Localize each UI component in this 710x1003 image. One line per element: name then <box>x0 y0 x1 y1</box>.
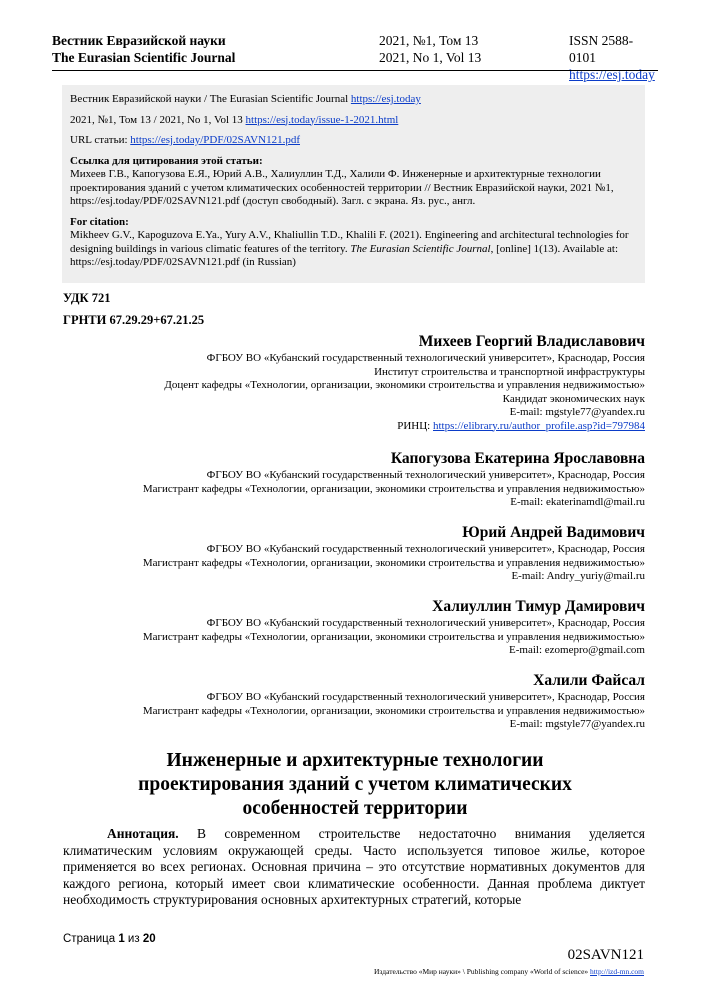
header-divider <box>52 70 658 71</box>
author-degree: Кандидат экономических наук <box>502 392 645 405</box>
author-name: Халиуллин Тимур Дамирович <box>432 598 645 615</box>
page-number: Страница 1 из 20 <box>63 933 156 945</box>
journal-header <box>52 32 658 82</box>
cite-issue-link[interactable]: https://esj.today/issue-1-2021.html <box>245 113 399 126</box>
cite-issue-line: 2021, №1, Том 13 / 2021, No 1, Vol 13 https://esj.today/issue-1-2021.html <box>70 113 399 126</box>
abstract-label: Аннотация. <box>107 826 179 841</box>
article-title: Инженерные и архитектурные технологии проектирования зданий с учетом климатических особенностей территории <box>138 750 572 819</box>
issue-en: 2021, No 1, Vol 13 <box>379 50 482 65</box>
author-block <box>45 671 645 732</box>
author-email: E-mail: mgstyle77@yandex.ru <box>509 718 645 730</box>
author-email: E-mail: Andry_yuriy@mail.ru <box>511 570 645 582</box>
author-institute: Институт строительства и транспортной инфраструктуры <box>374 365 645 378</box>
author-block <box>45 332 645 433</box>
abstract-text: В современном строительстве недостаточно внимания уделяется климатическим условиям окружающей среды. Часто используется типовое жилье, которое применяется во всех регионах. Основная причина – это отсутствие нормативных документов для каждого региона, который имеет свои климатические особенности. Данная проблема диктует необходимость структурирования основных архитектурных стратегий, которые <box>63 826 645 907</box>
author-block <box>45 597 645 658</box>
abstract <box>63 826 645 909</box>
journal-url-link[interactable]: https://esj.today <box>569 67 655 82</box>
journal-name-block <box>52 32 235 66</box>
author-rinc: РИНЦ: https://elibrary.ru/author_profile.asp?id=797984 <box>397 419 645 432</box>
cite-en-heading: For citation: <box>70 215 129 228</box>
cite-article-link[interactable]: https://esj.today/PDF/02SAVN121.pdf <box>130 134 300 146</box>
cite-en-text: Mikheev G.V., Kapoguzova E.Ya., Yury A.V., Khaliullin T.D., Khalili F. (2021). Engineering and architectural technologies for designing buildings in various climatic features of the territory. The Eurasian Scientific Journal, [online] 1(13). Available at: https://esj.today/PDF/02SAVN121.pdf (in Russian) <box>70 229 629 268</box>
author-email: E-mail: ezomepro@gmail.com <box>509 644 645 656</box>
journal-name-en: The Eurasian Scientific Journal <box>52 50 236 65</box>
author-email: E-mail: ekaterinamdl@mail.ru <box>510 496 645 508</box>
author-position: Магистрант кафедры «Технологии, организации, экономики строительства и управления недвижимостью» <box>142 482 645 495</box>
udk-code: УДК 721 <box>63 291 111 305</box>
cite-url-line: URL статьи: https://esj.today/PDF/02SAVN121.pdf <box>70 134 300 146</box>
cite-ru-heading: Ссылка для цитирования этой статьи: <box>70 154 263 167</box>
grnti-code: ГРНТИ 67.29.29+67.21.25 <box>63 313 205 327</box>
cite-journal-line: Вестник Евразийской науки / The Eurasian Scientific Journal https://esj.today <box>70 93 421 105</box>
author-position: Доцент кафедры «Технологии, организации, экономики строительства и управления недвижимостью» <box>164 379 645 391</box>
publisher-line: Издательство «Мир науки» \ Publishing company «World of science» http://izd-mn.com <box>374 967 644 976</box>
author-affiliation: ФГБОУ ВО «Кубанский государственный технологический университет», Краснодар, Россия <box>206 352 645 364</box>
journal-name-ru: Вестник Евразийской науки <box>52 33 226 48</box>
author-name: Михеев Георгий Владиславович <box>418 333 645 350</box>
rinc-link[interactable]: https://elibrary.ru/author_profile.asp?id=797984 <box>433 419 645 432</box>
author-position: Магистрант кафедры «Технологии, организации, экономики строительства и управления недвижимостью» <box>142 704 645 717</box>
author-affiliation: ФГБОУ ВО «Кубанский государственный технологический университет», Краснодар, Россия <box>206 691 645 703</box>
author-name: Юрий Андрей Вадимович <box>462 524 645 541</box>
author-position: Магистрант кафедры «Технологии, организации, экономики строительства и управления недвижимостью» <box>142 556 645 569</box>
cite-journal-link[interactable]: https://esj.today <box>350 93 421 105</box>
author-email: E-mail: mgstyle77@yandex.ru <box>509 406 645 418</box>
author-name: Халили Файсал <box>533 672 645 689</box>
issue-ru: 2021, №1, Том 13 <box>379 33 479 48</box>
author-position: Магистрант кафедры «Технологии, организации, экономики строительства и управления недвижимостью» <box>142 630 645 643</box>
author-affiliation: ФГБОУ ВО «Кубанский государственный технологический университет», Краснодар, Россия <box>206 543 645 555</box>
issn: ISSN 2588-0101 <box>569 33 634 65</box>
cite-ru-text: Михеев Г.В., Капогузова Е.Я., Юрий А.В., Халиуллин Т.Д., Халили Ф. Инженерные и архитектурные технологии проектирования зданий с учетом климатических особенностей территории // Вестник Евразийской науки, 2021 №1, https://esj.today/PDF/02SAVN121.pdf (доступ свободный). Загл. с экрана. Яз. рус., англ. <box>70 168 614 207</box>
publisher-link[interactable]: http://izd-mn.com <box>590 967 644 976</box>
article-code: 02SAVN121 <box>567 947 644 963</box>
author-name: Капогузова Екатерина Ярославовна <box>390 450 645 467</box>
author-affiliation: ФГБОУ ВО «Кубанский государственный технологический университет», Краснодар, Россия <box>206 469 645 481</box>
author-block <box>45 449 645 510</box>
issn-block <box>569 32 658 83</box>
author-block <box>45 523 645 584</box>
author-affiliation: ФГБОУ ВО «Кубанский государственный технологический университет», Краснодар, Россия <box>206 617 645 629</box>
issue-block <box>379 32 481 66</box>
citation-box <box>62 85 645 283</box>
